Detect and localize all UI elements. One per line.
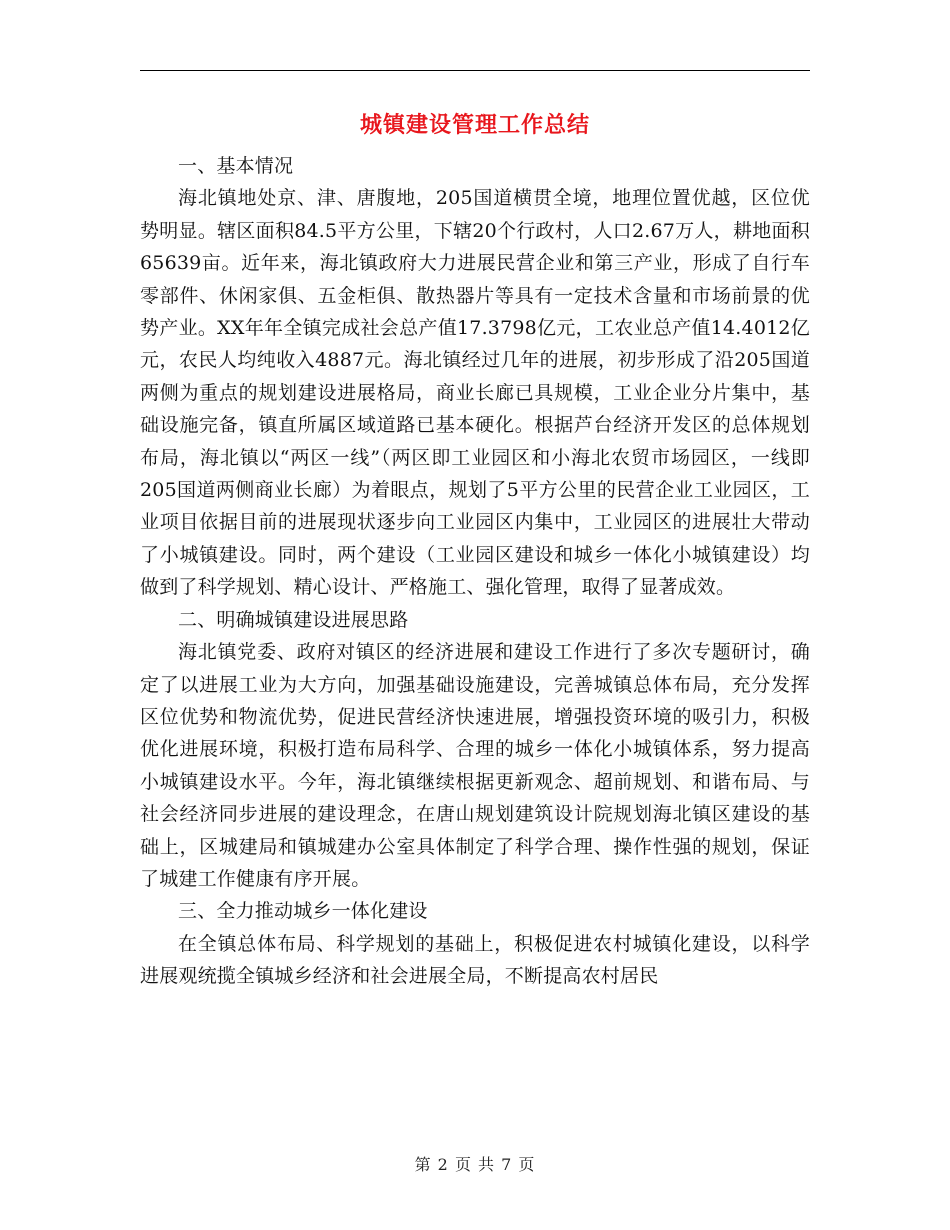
header-rule (140, 70, 810, 71)
page-number-footer: 第 2 页 共 7 页 (414, 1155, 536, 1174)
section-heading-development-ideas: 二、明确城镇建设进展思路 (178, 608, 409, 631)
paragraph-urban-rural-integration: 在全镇总体布局、科学规划的基础上，积极促进农村城镇化建设，以科学进展观统揽全镇城乡经济和社会进展全局，不断提高农村居民 (140, 932, 810, 988)
section-heading-urban-rural-integration: 三、全力推动城乡一体化建设 (178, 900, 428, 923)
paragraph-basic-situation: 海北镇地处京、津、唐腹地，205国道横贯全境，地理位置优越，区位优势明显。辖区面积84.5平方公里，下辖20个行政村，人口2.67万人，耕地面积65639亩。近年来，海北镇政府大力进展民营企业和第三产业，形成了自行车零部件、休闲家俱、五金柜俱、散热器片等具有一定技术含量和市场前景的优势产业。XX年年全镇完成社会总产值17.3798亿元，工农业总产值14.4012亿元，农民人均纯收入4887元。海北镇经过几年的进展，初步形成了沿205国道两侧为重点的规划建设进展格局，商业长廊已具规模，工业企业分片集中，基础设施完备，镇直所属区域道路已基本硬化。根据芦台经济开发区的总体规划布局，海北镇以“两区一线”（两区即工业园区和小海北农贸市场园区，一线即205国道两侧商业长廊）为着眼点，规划了5平方公里的民营企业工业园区，工业项目依据目前的进展现状逐步向工业园区内集中，工业园区的进展壮大带动了小城镇建设。同时，两个建设（工业园区建设和城乡一体化小城镇建设）均做到了科学规划、精心设计、严格施工、强化管理，取得了显著成效。 (140, 187, 810, 599)
document-title: 城镇建设管理工作总结 (359, 112, 590, 138)
section-heading-basic-situation: 一、基本情况 (178, 155, 294, 177)
paragraph-development-ideas: 海北镇党委、政府对镇区的经济进展和建设工作进行了多次专题研讨，确定了以进展工业为大方向，加强基础设施建设，完善城镇总体布局，充分发挥区位优势和物流优势，促进民营经济快速进展，增强投资环境的吸引力，积极优化进展环境，积极打造布局科学、合理的城乡一体化小城镇体系，努力提高小城镇建设水平。今年，海北镇继续根据更新观念、超前规划、和谐布局、与社会经济同步进展的建设理念，在唐山规划建筑设计院规划海北镇区建设的基础上，区城建局和镇城建办公室具体制定了科学合理、操作性强的规划，保证了城建工作健康有序开展。 (140, 641, 810, 890)
document-body (140, 150, 810, 993)
